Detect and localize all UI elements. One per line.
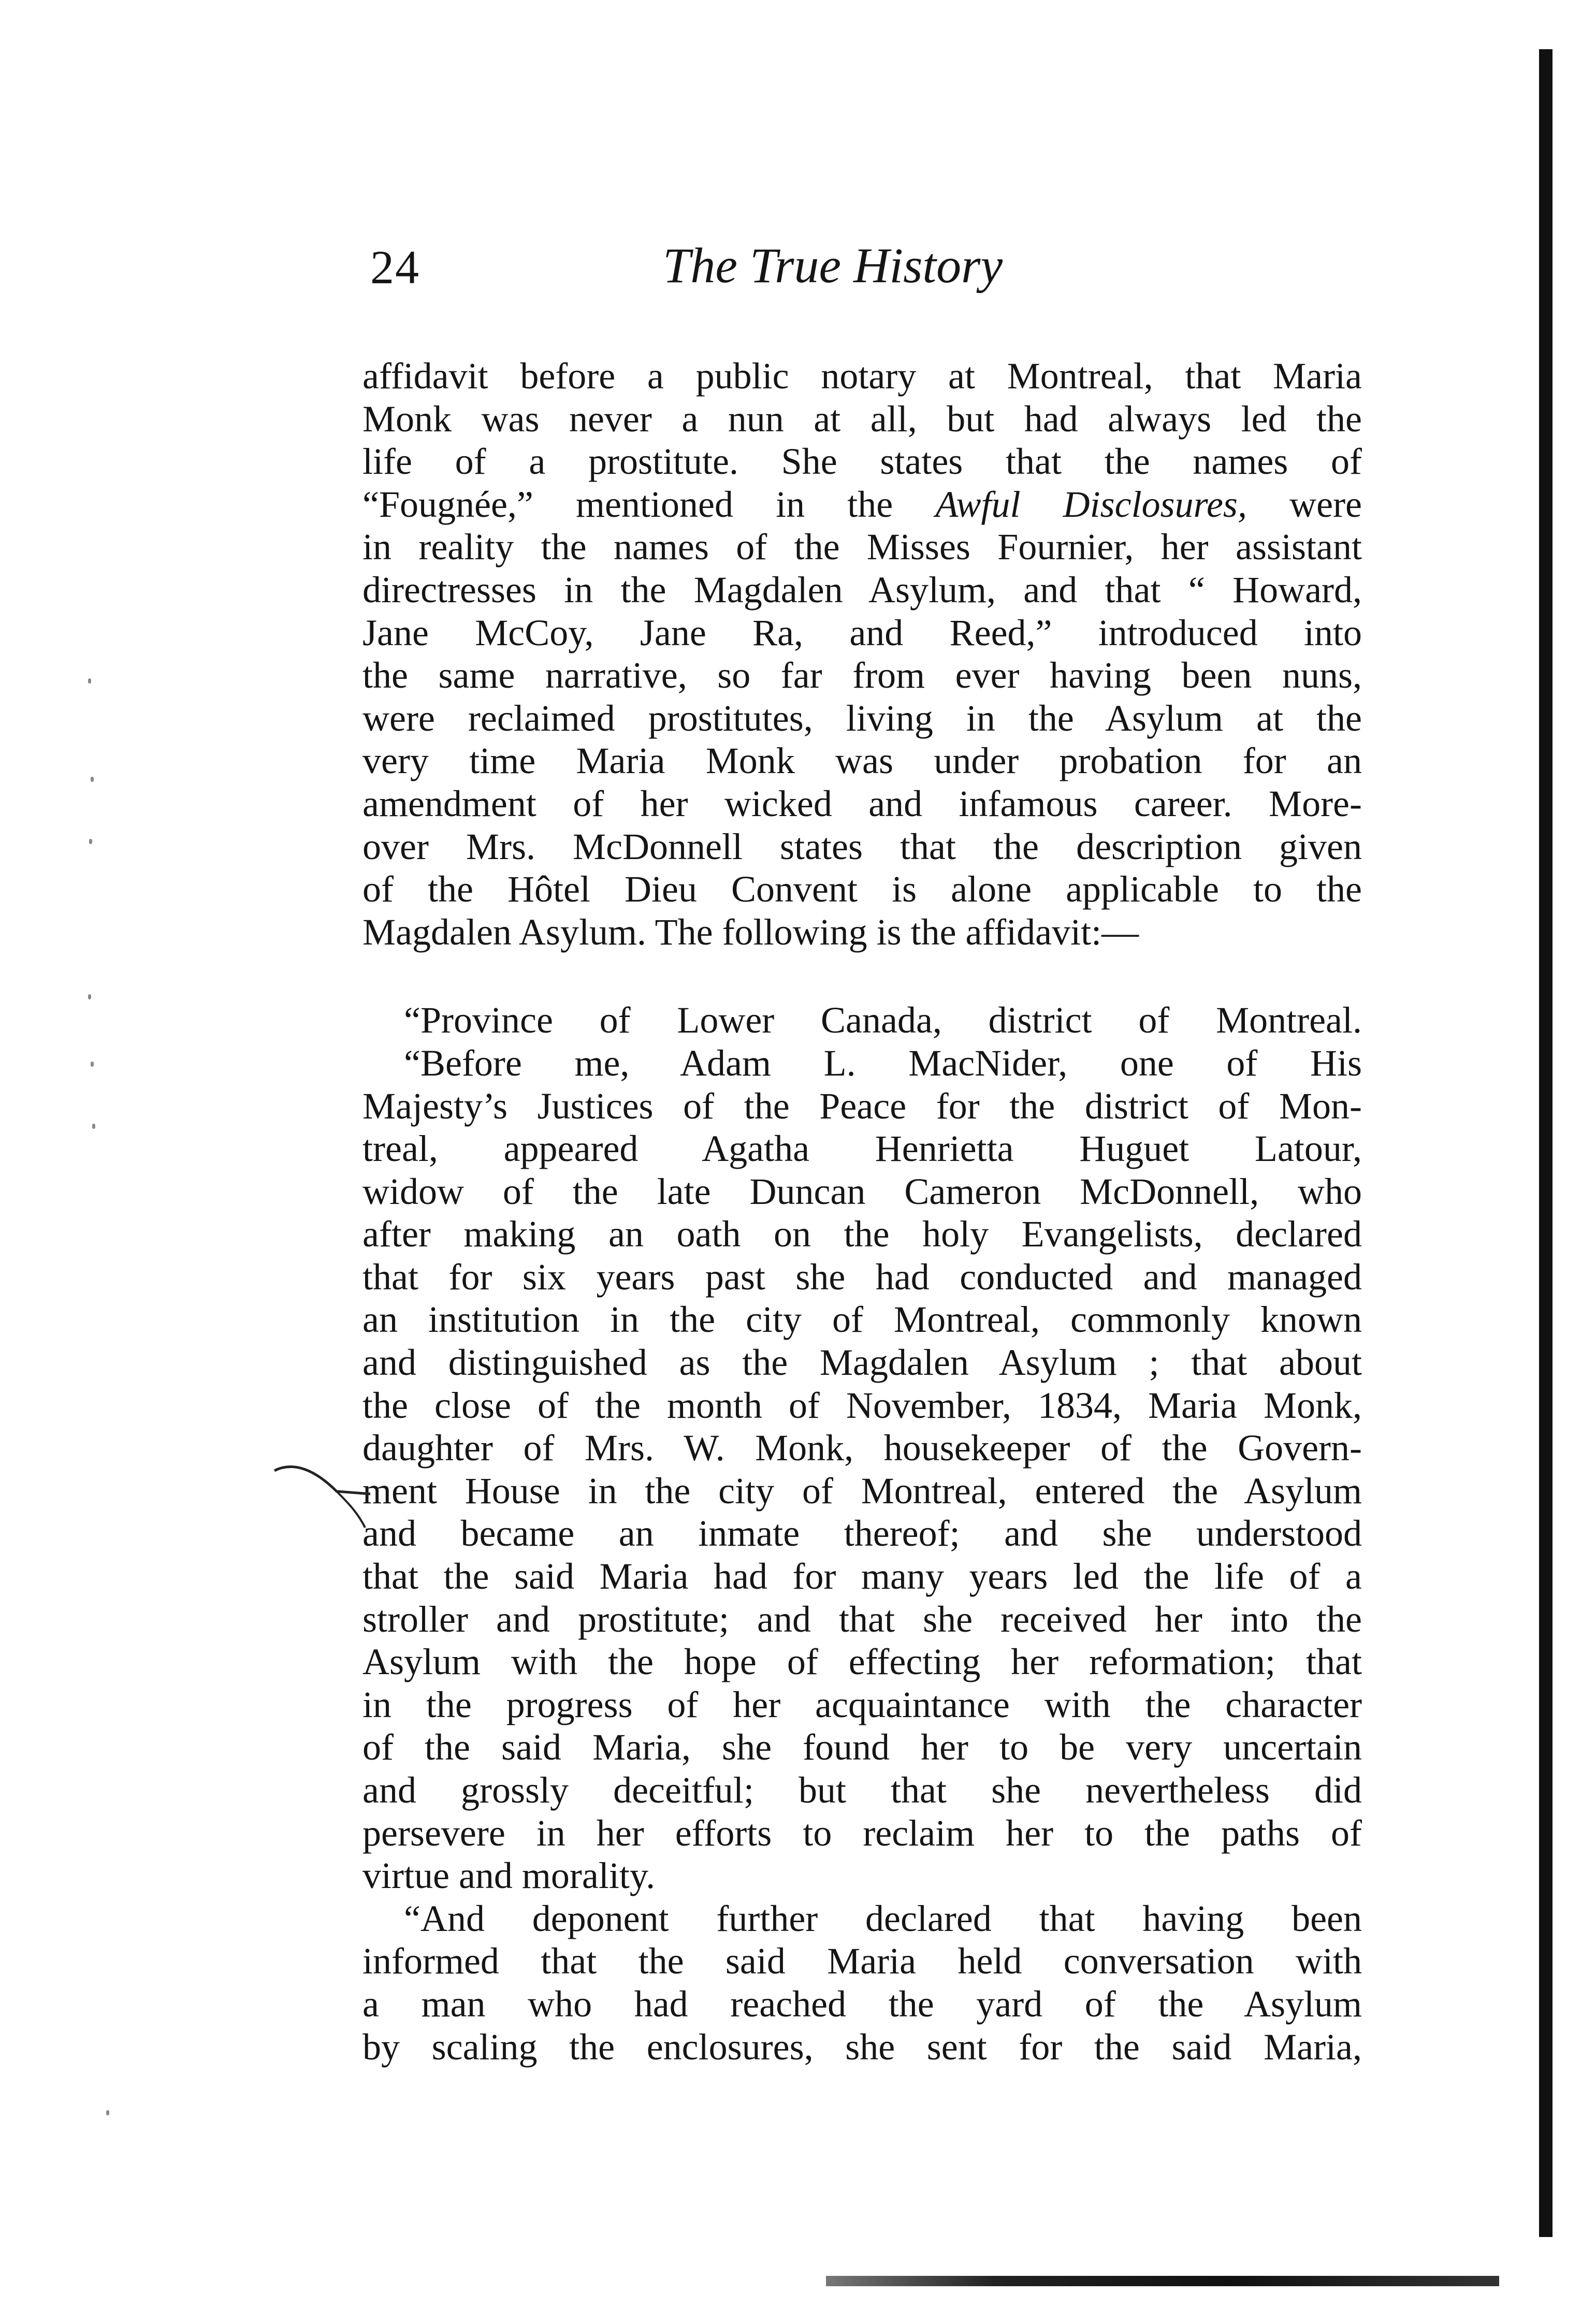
scan-speck: [88, 678, 91, 684]
scan-speck: [89, 839, 92, 844]
text-line: the same narrative, so far from ever having been nuns,: [362, 655, 1362, 696]
scan-speck: [92, 1124, 95, 1129]
text-line: widow of the late Duncan Cameron McDonnell, who: [362, 1170, 1362, 1212]
text-line: treal, appeared Agatha Henrietta Huguet Latour,: [362, 1128, 1362, 1170]
italic-book-title: Awful Disclosures,: [935, 483, 1247, 525]
text-line: stroller and prostitute; and that she received her into the: [362, 1598, 1362, 1640]
text-line: and distinguished as the Magdalen Asylum ; that about: [362, 1342, 1362, 1384]
text-line: ment House in the city of Montreal, entered the Asylum: [362, 1470, 1362, 1512]
text-line-with-title: “Fougnée,” mentioned in the Awful Disclosures, were: [362, 483, 1362, 525]
text-line: an institution in the city of Montreal, commonly known: [362, 1299, 1362, 1341]
affidavit-heading: “Province of Lower Canada, district of Montreal.: [404, 999, 1362, 1041]
text-line: Majesty’s Justices of the Peace for the district of Mon-: [362, 1085, 1362, 1127]
paragraph-3: [362, 1042, 1362, 1897]
text-line: “Before me, Adam L. MacNider, one of His: [404, 1042, 1362, 1084]
text-line: affidavit before a public notary at Montreal, that Maria: [362, 355, 1362, 397]
scan-bottom-edge: [826, 2276, 1499, 2286]
scan-spine-shadow: [1539, 49, 1553, 2237]
text-line: and became an inmate thereof; and she understood: [362, 1513, 1362, 1555]
body-text: [362, 355, 1362, 2068]
scan-speck: [88, 994, 91, 999]
text-line: were reclaimed prostitutes, living in the Asylum at the: [362, 697, 1362, 739]
paragraph-1: [362, 355, 1362, 953]
text-line: the close of the month of November, 1834, Maria Monk,: [362, 1384, 1362, 1426]
text-line: of the said Maria, she found her to be very uncertain: [362, 1726, 1362, 1768]
text-line: “And deponent further declared that having been: [404, 1897, 1362, 1939]
scan-speck: [91, 777, 94, 782]
text-line: Magdalen Asylum. The following is the affidavit:—: [362, 911, 1139, 953]
text-line: life of a prostitute. She states that the names of: [362, 441, 1362, 483]
text-line: virtue and morality.: [362, 1855, 656, 1897]
text-line: informed that the said Maria held conversation with: [362, 1940, 1362, 1982]
text-line: persevere in her efforts to reclaim her to the paths of: [362, 1812, 1362, 1854]
paragraph-4: [362, 1897, 1362, 2068]
text-line: daughter of Mrs. W. Monk, housekeeper of the Govern-: [362, 1427, 1362, 1469]
text-line: directresses in the Magdalen Asylum, and that “ Howard,: [362, 569, 1362, 611]
text-line: in the progress of her acquaintance with the character: [362, 1683, 1362, 1725]
text-line: of the Hôtel Dieu Convent is alone applicable to the: [362, 868, 1362, 910]
page-number: 24: [370, 241, 420, 294]
text-line: very time Maria Monk was under probation for an: [362, 740, 1362, 782]
text-line: amendment of her wicked and infamous career. More-: [362, 782, 1362, 824]
text-line: that for six years past she had conducted and managed: [362, 1256, 1362, 1298]
text-line: by scaling the enclosures, she sent for the said Maria,: [362, 2026, 1362, 2068]
text-line: over Mrs. McDonnell states that the description given: [362, 825, 1362, 867]
text-line: Asylum with the hope of effecting her reformation; that: [362, 1641, 1362, 1683]
pencil-mark-icon: [269, 1460, 373, 1538]
text-line: Monk was never a nun at all, but had always led the: [362, 398, 1362, 440]
scan-speck: [106, 2110, 109, 2115]
text-line: in reality the names of the Misses Fournier, her assistant: [362, 526, 1362, 568]
text-line: Jane McCoy, Jane Ra, and Reed,” introduced into: [362, 612, 1362, 654]
running-title: The True History: [663, 238, 1003, 293]
text-line: and grossly deceitful; but that she nevertheless did: [362, 1769, 1362, 1811]
text-line: a man who had reached the yard of the Asylum: [362, 1983, 1362, 2025]
text-line: after making an oath on the holy Evangelists, declared: [362, 1213, 1362, 1255]
text-line: that the said Maria had for many years led the life of a: [362, 1556, 1362, 1598]
scan-speck: [91, 1062, 94, 1067]
